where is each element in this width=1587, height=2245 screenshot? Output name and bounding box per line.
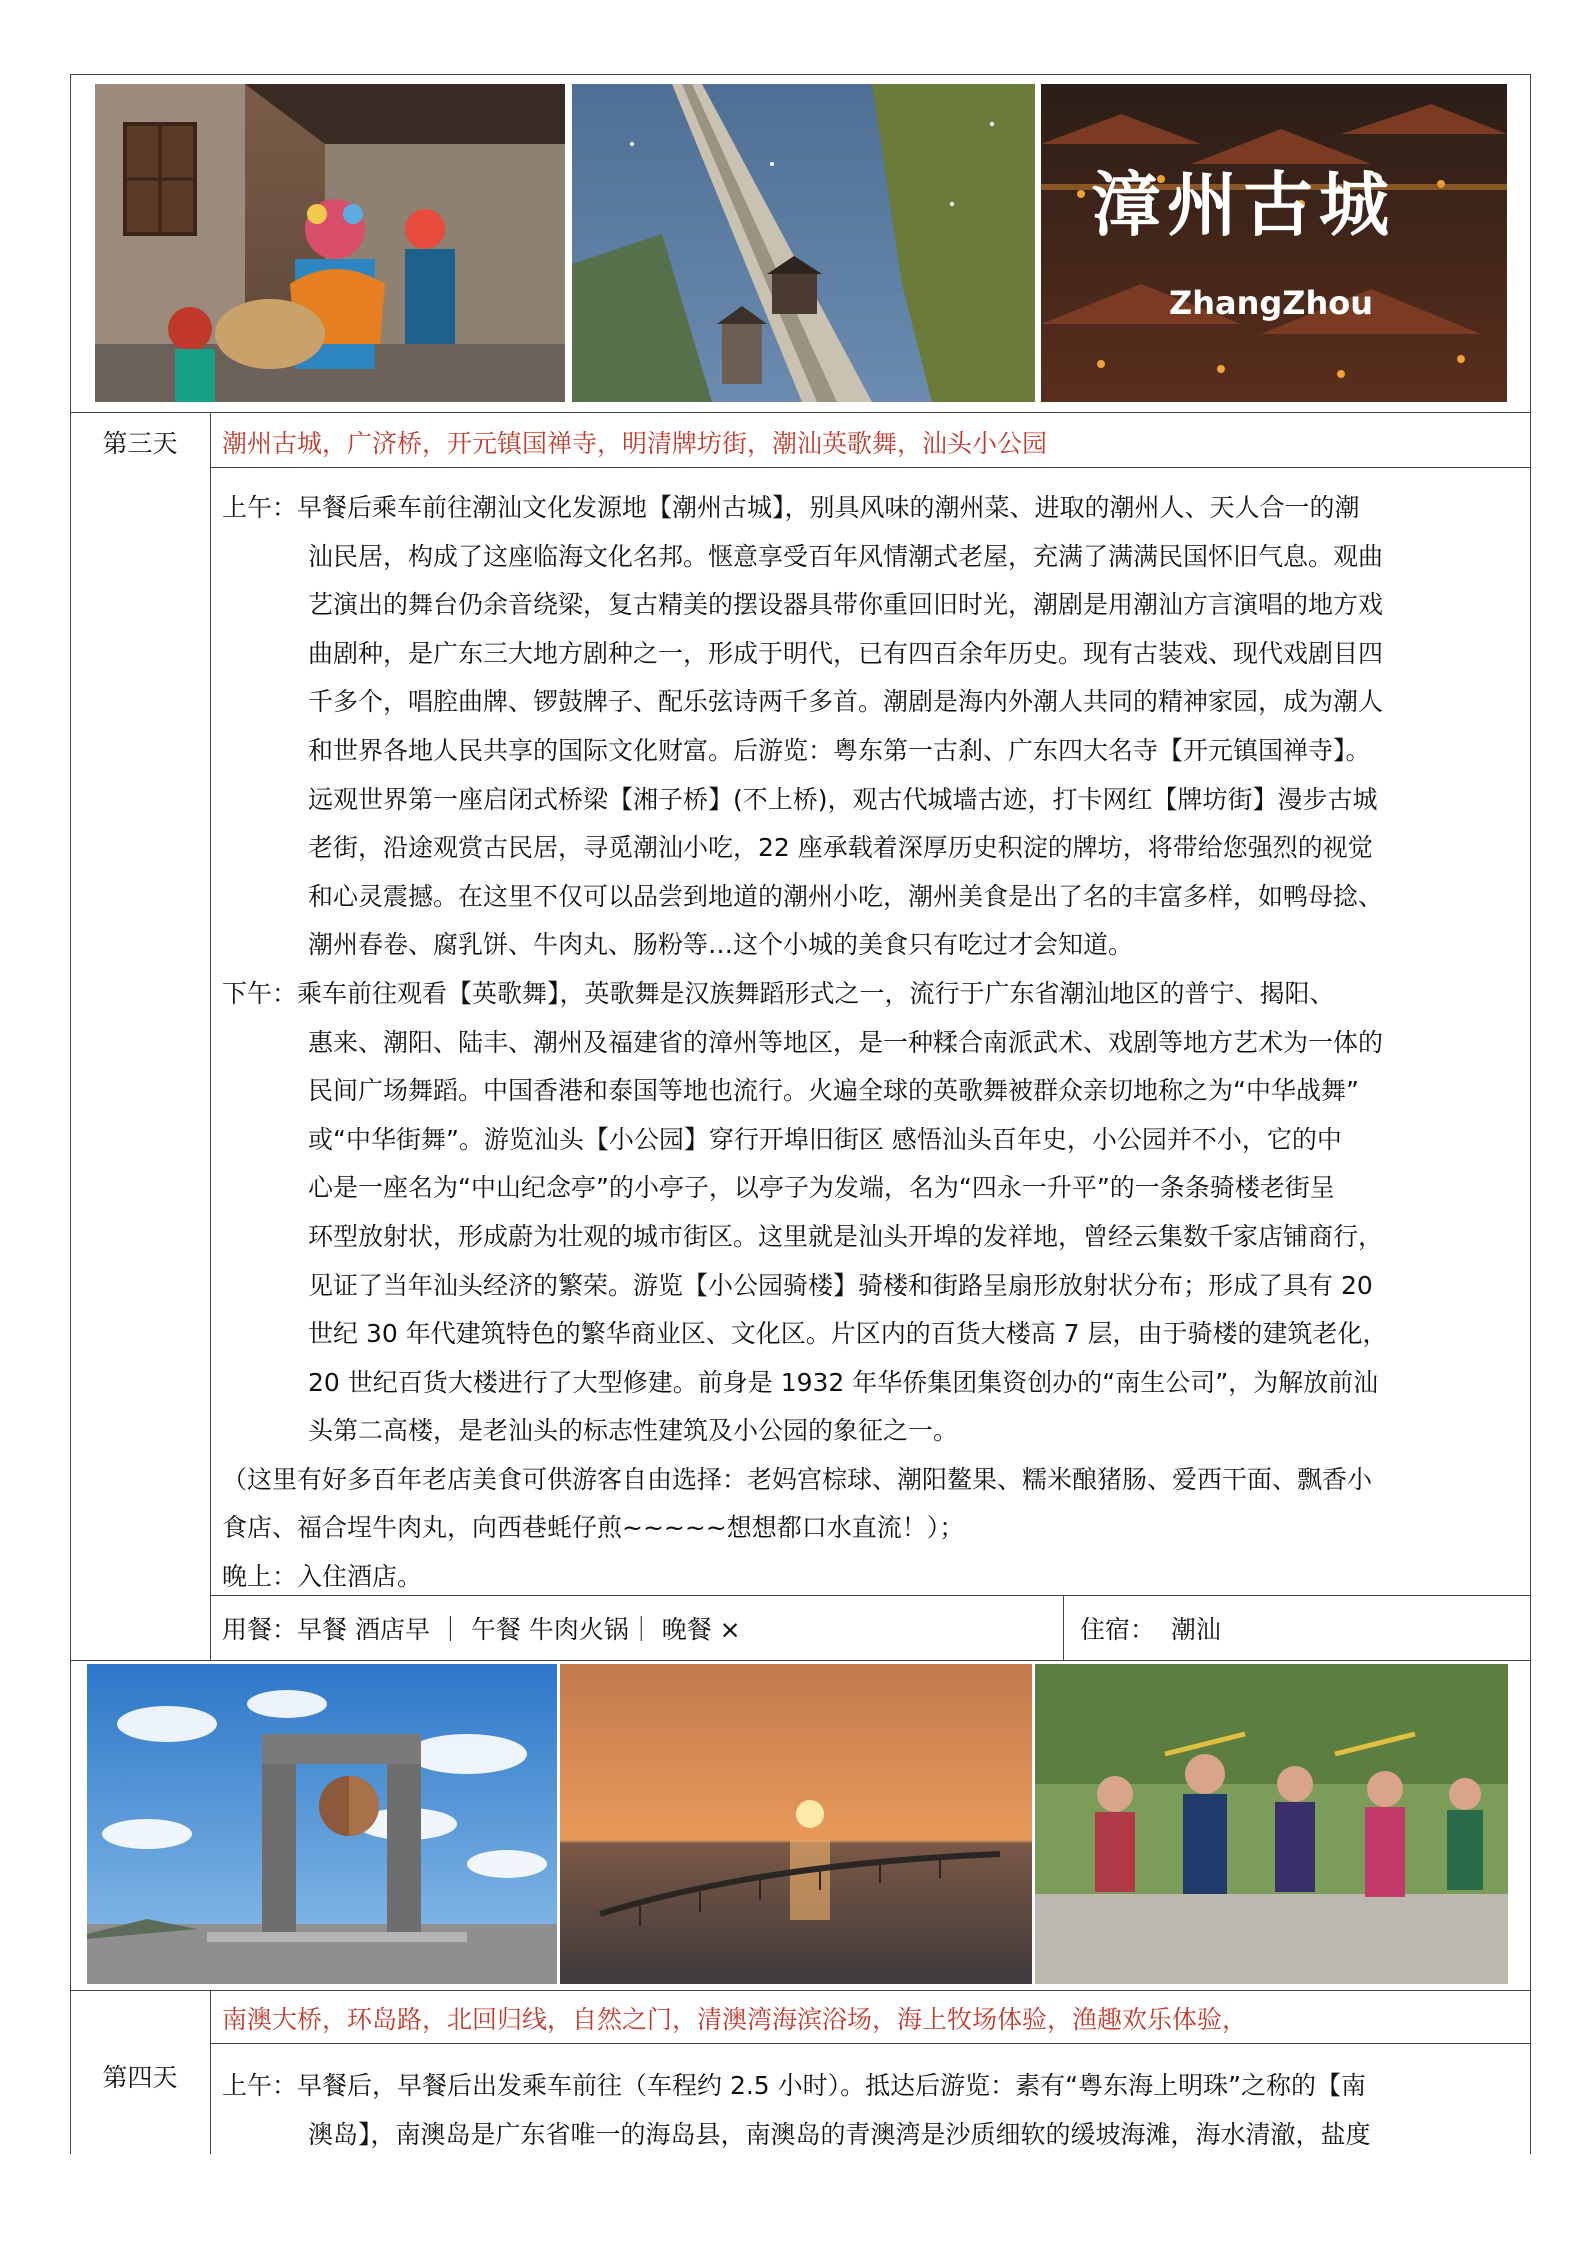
nanao-bridge-sunset-photo: [560, 1664, 1032, 1984]
day4-label: 第四天: [102, 2063, 178, 2092]
morning-line: 远观世界第一座启闭式桥梁【湘子桥】(不上桥)，观古代城墙古迹，打卡网红【牌坊街】漫步古城: [308, 784, 1378, 814]
afternoon-line: 或“中华街舞”。游览汕头【小公园】穿行开埠旧街区 感悟汕头百年史，小公园并不小，它的中: [308, 1124, 1342, 1154]
day3-morning-text: [222, 484, 1522, 1602]
afternoon-line: 民间广场舞蹈。中国香港和泰国等地也流行。火遍全球的英歌舞被群众亲切地称之为“中华战舞”: [308, 1076, 1359, 1106]
morning-line: 汕民居，构成了这座临海文化名邦。惬意享受百年风情潮式老屋，充满了满满民国怀旧气息。观曲: [308, 541, 1384, 571]
photo-subtitle-zhangzhou: ZhangZhou: [1169, 284, 1374, 322]
day3-meals: 用餐：早餐 酒店早 ｜ 午餐 牛肉火锅｜ 晚餐 ×: [222, 1615, 741, 1644]
frame-right-line: [1530, 74, 1531, 2154]
photo-title-zhangzhou: 漳州古城: [1091, 163, 1395, 246]
afternoon-line: 20 世纪百货大楼进行了大型修建。前身是 1932 年华侨集团集资创办的“南生公司”，为解放前汕: [308, 1367, 1379, 1397]
meals-stay-divider: [1063, 1595, 1064, 1660]
chaozhou-folk-women-photo: [95, 84, 565, 402]
afternoon-line: 心是一座名为“中山纪念亭”的小亭子，以亭子为发端，名为“四永一升平”的一条条骑楼老街呈: [308, 1173, 1335, 1203]
day4-morning-text: [222, 2062, 1522, 2159]
morning-line: 潮州春卷、腐乳饼、牛肉丸、肠粉等…这个小城的美食只有吃过才会知道。: [308, 930, 1134, 960]
morning-line: 和世界各地人民共享的国际文化财富。后游览：粤东第一古刹、广东四大名寺【开元镇国禅寺】。: [308, 735, 1371, 765]
frame-top-line: [70, 74, 1530, 75]
morning-line: 上午：早餐后乘车前往潮汕文化发源地【潮州古城】，别具风味的潮州菜、进取的潮州人、天人合一的潮: [222, 493, 1360, 522]
evening-line: 晚上：入住酒店。: [222, 1562, 423, 1592]
day4-header-top-line: [70, 1990, 1530, 1991]
morning-line: 曲剧种，是广东三大地方剧种之一，形成于明代，已有四百余年历史。现有古装戏、现代戏剧目四: [308, 638, 1384, 668]
morning-line: 千多个，唱腔曲牌、锣鼓牌子、配乐弦诗两千多首。潮剧是海内外潮人共同的精神家园，成为潮人: [308, 687, 1384, 717]
yingge-dance-performance-photo: [1035, 1664, 1508, 1984]
afternoon-line: 环型放射状，形成蔚为壮观的城市街区。这里就是汕头开埠的发祥地，曾经云集数千家店铺商行，: [308, 1221, 1384, 1251]
morning-line: 上午：早餐后，早餐后出发乘车前往（车程约 2.5 小时）。抵达后游览：素有“粤东海上明珠”之称的【南: [222, 2071, 1367, 2100]
afternoon-line: 惠来、潮阳、陆丰、潮州及福建省的漳州等地区，是一种糅合南派武术、戏剧等地方艺术为一体的: [308, 1027, 1384, 1057]
day3-header-top-line: [70, 412, 1530, 413]
afternoon-line: 世纪 30 年代建筑特色的繁华商业区、文化区。片区内的百货大楼高 7 层，由于骑楼的建筑老化，: [308, 1319, 1388, 1349]
afternoon-line: 头第二高楼，是老汕头的标志性建筑及小公园的象征之一。: [308, 1416, 959, 1446]
afternoon-line: 见证了当年汕头经济的繁荣。游览【小公园骑楼】骑楼和街路呈扇形放射状分布；形成了具有 20: [308, 1270, 1373, 1300]
morning-line: 澳岛】，南澳岛是广东省唯一的海岛县，南澳岛的青澳湾是沙质细软的缓坡海滩，海水清澈，盐度: [308, 2119, 1371, 2149]
day3-label-divider: [210, 412, 211, 1660]
day4-label-divider: [210, 1990, 211, 2154]
guangji-bridge-photo: [572, 84, 1035, 402]
day3-route-bottom-line: [210, 467, 1530, 468]
day3-bottom-line: [70, 1660, 1530, 1661]
day4-route-bottom-line: [210, 2043, 1530, 2044]
morning-line: 艺演出的舞台仍余音绕梁，复古精美的摆设器具带你重回旧时光，潮剧是用潮汕方言演唱的地方戏: [308, 590, 1384, 620]
day3-label: 第三天: [102, 429, 178, 458]
food-note-line: 食店、福合埕牛肉丸，向西巷蚝仔煎~~~~~想想都口水直流！）；: [222, 1513, 965, 1543]
day4-route-title: 南澳大桥，环岛路，北回归线，自然之门，清澳湾海滨浴场，海上牧场体验，渔趣欢乐体验，: [222, 2005, 1248, 2034]
day3-stay: 住宿： 潮汕: [1080, 1615, 1221, 1644]
nature-gate-monument-photo: [87, 1664, 557, 1984]
zhangzhou-old-city-photo: [1041, 84, 1507, 402]
day3-route-title: 潮州古城，广济桥，开元镇国禅寺，明清牌坊街，潮汕英歌舞，汕头小公园: [222, 429, 1048, 458]
afternoon-line: 下午：乘车前往观看【英歌舞】，英歌舞是汉族舞蹈形式之一，流行于广东省潮汕地区的普宁、揭阳、: [222, 978, 1335, 1008]
morning-line: 老街，沿途观赏古民居，寻觅潮汕小吃，22 座承载着深厚历史积淀的牌坊，将带给您强烈的视觉: [308, 833, 1373, 863]
frame-left-line: [70, 74, 71, 2154]
food-note-line: （这里有好多百年老店美食可供游客自由选择：老妈宫棕球、潮阳鳌果、糯米酿猪肠、爱西干面、飘香小: [222, 1464, 1373, 1494]
morning-line: 和心灵震撼。在这里不仅可以品尝到地道的潮州小吃，潮州美食是出了名的丰富多样，如鸭母捻、: [308, 881, 1384, 911]
